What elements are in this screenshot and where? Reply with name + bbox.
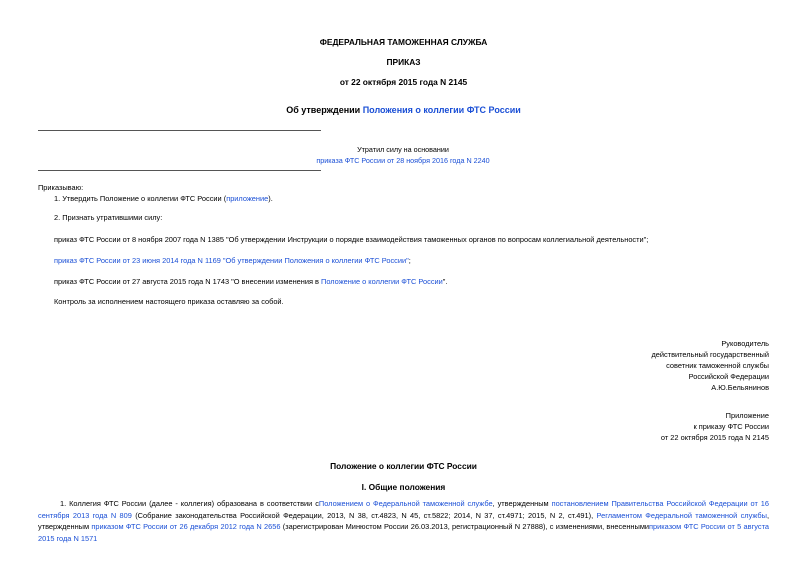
- repeal-3-link[interactable]: Положение о коллегии ФТС России: [321, 277, 443, 286]
- agency-name: ФЕДЕРАЛЬНАЯ ТАМОЖЕННАЯ СЛУЖБА: [319, 37, 488, 47]
- fts-rules-link[interactable]: Регламентом Федеральной таможенной службы: [596, 510, 767, 520]
- repeal-3-suffix: ".: [442, 277, 448, 286]
- signature-line: советник таможенной службы: [666, 361, 769, 370]
- item-1-text: 1. Утвердить Положение о коллегии ФТС России (: [54, 194, 227, 203]
- repeal-item-3: [54, 277, 447, 286]
- order-word: Приказываю:: [38, 183, 84, 192]
- control-clause: Контроль за исполнением настоящего приказа оставляю за собой.: [54, 297, 284, 306]
- item-1-suffix: ).: [268, 194, 273, 203]
- divider-bottom: [38, 170, 321, 171]
- appendix-line: от 22 октября 2015 года N 2145: [660, 433, 769, 442]
- paragraph-text: (Собрание законодательства Российской Федерации, 2013, N 38, ст.4823, N 45, ст.5822; 2014, N 37, ст.4971; 2015, N 2, ст.491),: [131, 510, 597, 520]
- signature-line: Руководитель: [721, 339, 769, 348]
- fts-order-2656-link[interactable]: приказом ФТС России от 26 декабря 2012 года N 2656: [91, 522, 281, 531]
- status-note: [270, 144, 536, 166]
- document-date-number: от 22 октября 2015 года N 2145: [339, 77, 468, 87]
- signature-block: [651, 338, 769, 393]
- signature-line: Российской Федерации: [688, 372, 769, 381]
- appendix-line: Приложение: [725, 411, 769, 420]
- paragraph-text: , утвержденным: [492, 499, 552, 508]
- repeal-2-suffix: ;: [408, 256, 411, 265]
- divider-top: [38, 130, 321, 131]
- government-decree-link[interactable]: постановлением Правительства Российской Федерации от 16 сентября 2013 года N 809: [38, 499, 769, 520]
- signature-line: действительный государственный: [651, 350, 769, 359]
- document-title: [0, 105, 807, 115]
- paragraph-text: , утвержденным: [38, 510, 769, 531]
- section-heading: I. Общие положения: [361, 482, 446, 492]
- item-2: 2. Признать утратившими силу:: [54, 213, 163, 222]
- status-repeal-link[interactable]: приказа ФТС России от 28 ноября 2016 года N 2240: [316, 156, 490, 165]
- signatory-name: А.Ю.Бельянинов: [711, 383, 769, 392]
- fts-regulation-link[interactable]: Положением о Федеральной таможенной службе: [318, 499, 493, 508]
- document-type: ПРИКАЗ: [386, 57, 421, 67]
- fts-order-1571-link[interactable]: приказом ФТС России от 5 августа 2015 года N 1571: [38, 522, 769, 543]
- status-line: Утратил силу на основании: [357, 145, 449, 154]
- repeal-item-1: приказ ФТС России от 8 ноября 2007 года N 1385 "Об утверждении Инструкции о порядке взаимодействия таможенных органов по вопросам коллегиальной деятельности";: [54, 235, 649, 244]
- paragraph-text: 1. Коллегия ФТС России (далее - коллегия) образована в соответствии с: [60, 499, 319, 508]
- repeal-3-text: приказ ФТС России от 27 августа 2015 года N 1743 "О внесении изменения в: [54, 277, 322, 286]
- appendix-link[interactable]: приложение: [226, 194, 269, 203]
- regulation-title: Положение о коллегии ФТС России: [330, 461, 477, 471]
- appendix-block: [661, 410, 769, 443]
- title-prefix: Об утверждении: [286, 105, 363, 115]
- appendix-line: к приказу ФТС России: [693, 422, 769, 431]
- regulation-paragraph-1: [38, 498, 769, 544]
- item-1: [54, 194, 273, 203]
- repeal-item-2: [54, 256, 411, 265]
- title-link[interactable]: Положения о коллегии ФТС России: [362, 105, 521, 115]
- paragraph-text: (зарегистрирован Минюстом России 26.03.2013, регистрационный N 27888), с изменениями, внесенными: [280, 522, 650, 531]
- repeal-2-link[interactable]: приказ ФТС России от 23 июня 2014 года N 1169 "Об утверждении Положения о коллегии ФТС России": [54, 256, 409, 265]
